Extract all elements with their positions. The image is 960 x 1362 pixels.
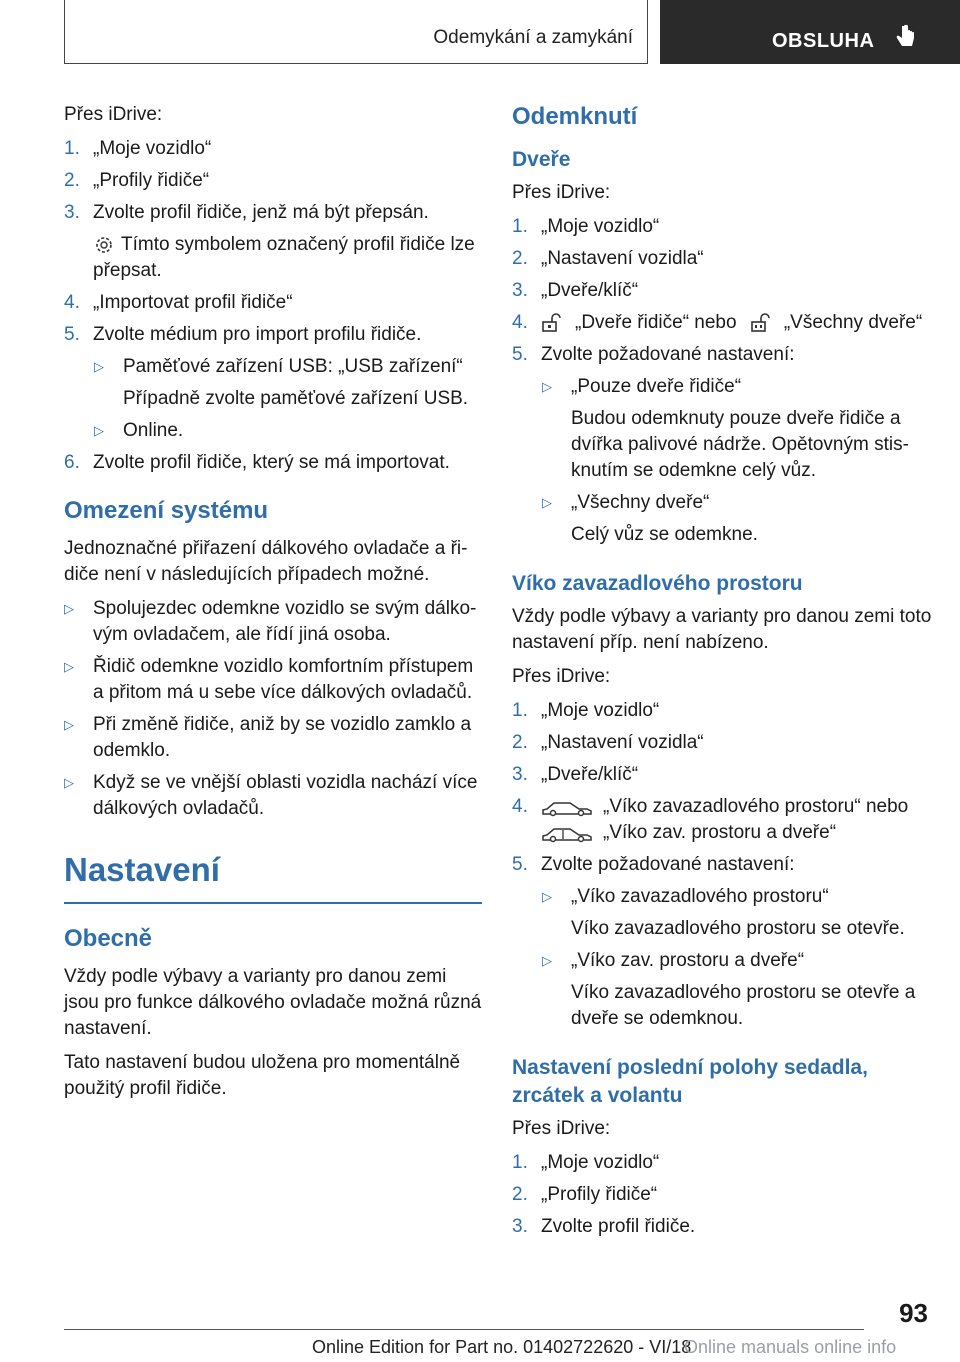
- page-header: [64, 0, 960, 66]
- triangle-bullet-icon: ▷: [64, 659, 74, 674]
- settings-heading: Nastavení: [64, 851, 220, 888]
- step-text: „Nastavení vozidla“: [541, 732, 704, 753]
- list-item: [512, 1182, 932, 1208]
- bullet-text: „Pouze dveře řidiče“: [571, 376, 742, 397]
- limits-text: Jednoznačné přiřazení dálkového ovladače a ři- diče není v následujících případech možné.: [64, 538, 468, 585]
- list-item: [64, 136, 482, 162]
- watermark: Online manuals online info: [684, 1337, 897, 1357]
- step-text: „Profily řidiče“: [541, 1184, 658, 1205]
- doors-option: [512, 490, 932, 516]
- doors-heading: Dveře: [512, 148, 571, 171]
- trunk-option: [512, 884, 932, 910]
- step-number: 6.: [64, 452, 80, 473]
- step-text: „Všechny dveře“: [783, 312, 923, 333]
- bullet-text: „Všechny dveře“: [571, 492, 710, 513]
- step-text: „Víko zavazadlového prostoru“ nebo: [603, 796, 909, 817]
- list-item: [512, 762, 932, 788]
- seat-heading: Nastavení poslední polohy sedadla, zrcátek a volantu: [512, 1056, 868, 1107]
- limits-bullet: [64, 770, 482, 822]
- triangle-bullet-icon: ▷: [542, 379, 552, 394]
- step-number: 1.: [64, 138, 80, 159]
- doors-option: [512, 374, 932, 400]
- step-text: „Moje vozidlo“: [541, 1152, 660, 1173]
- bullet-text: „Víko zavazadlového prostoru“: [571, 886, 829, 907]
- trunk-intro: Přes iDrive:: [512, 666, 611, 687]
- unlock-driver-door-icon: [541, 313, 567, 333]
- step-text: „Importovat profil řidiče“: [93, 292, 293, 313]
- step-text: Zvolte profil řidiče, jenž má být přepsán.: [93, 202, 429, 223]
- page-number: 93: [899, 1298, 928, 1328]
- right-column: [512, 102, 932, 1246]
- step-number: 1.: [512, 700, 528, 721]
- step-text: „Moje vozidlo“: [541, 216, 660, 237]
- bullet-text: Paměťové zařízení USB: „USB zařízení“: [123, 356, 463, 377]
- usb-bullet: [64, 354, 482, 380]
- bullet-text: Řidič odemkne vozidlo komfortním přístupem a přitom má u sebe více dálkových ovladačů.: [93, 656, 474, 703]
- bullet-text: Spolujezdec odemkne vozidlo se svým dálko- vým ovladačem, ale řídí jiná osoba.: [93, 598, 477, 645]
- list-item: [512, 246, 932, 272]
- general-paragraph-2: Tato nastavení budou uložena pro momentálně použitý profil řidiče.: [64, 1052, 461, 1099]
- list-item: [512, 1150, 932, 1176]
- step-number: 3.: [512, 764, 528, 785]
- trunk-text: Vždy podle výbavy a varianty pro danou zemi toto nastavení příp. není nabízeno.: [512, 606, 932, 653]
- list-item: [512, 342, 932, 368]
- heading-divider: [64, 902, 482, 904]
- general-heading: Obecně: [64, 925, 153, 952]
- list-item: [512, 214, 932, 240]
- gear-note-text: Tímto symbolem označený profil řidiče lze přepsat.: [93, 234, 475, 281]
- triangle-bullet-icon: ▷: [94, 359, 104, 374]
- step-number: 4.: [512, 796, 528, 817]
- trunk-heading: Víko zavazadlového prostoru: [512, 572, 803, 595]
- list-item: [512, 730, 932, 756]
- triangle-bullet-icon: ▷: [542, 889, 552, 904]
- limits-bullet: [64, 654, 482, 706]
- step-text: „Dveře/klíč“: [541, 280, 639, 301]
- gear-icon: [93, 234, 115, 256]
- list-item: [512, 698, 932, 724]
- step-number: 2.: [512, 732, 528, 753]
- online-bullet: [64, 418, 482, 444]
- header-chapter-label: OBSLUHA: [772, 30, 875, 52]
- bullet-text: „Víko zav. prostoru a dveře“: [571, 950, 805, 971]
- step-number: 2.: [512, 1184, 528, 1205]
- list-item: [64, 450, 482, 476]
- step-text: „Moje vozidlo“: [541, 700, 660, 721]
- triangle-bullet-icon: ▷: [94, 423, 104, 438]
- list-item: [64, 322, 482, 348]
- profile-steps: [64, 136, 482, 226]
- step-number: 4.: [64, 292, 80, 313]
- limits-bullet: [64, 712, 482, 764]
- header-section-title: Odemykání a zamykání: [433, 27, 633, 48]
- general-paragraph-1: Vždy podle výbavy a varianty pro danou zemi jsou pro funkce dálkového ovladače možná různá nastavení.: [64, 966, 482, 1039]
- step-number: 5.: [512, 854, 528, 875]
- import-steps: [64, 290, 482, 348]
- step-number: 4.: [512, 312, 528, 333]
- list-item: [64, 200, 482, 226]
- header-section-box: [64, 0, 648, 64]
- step-number: 2.: [512, 248, 528, 269]
- limits-heading: Omezení systému: [64, 497, 269, 524]
- limits-bullet: [64, 596, 482, 648]
- step-number: 5.: [512, 344, 528, 365]
- idrive-intro: Přes iDrive:: [64, 104, 163, 125]
- footer-divider: [64, 1329, 864, 1330]
- triangle-bullet-icon: ▷: [64, 717, 74, 732]
- left-column: [64, 102, 482, 1110]
- hand-pointer-icon: [894, 24, 918, 52]
- triangle-bullet-icon: ▷: [64, 775, 74, 790]
- bullet-text: Když se ve vnější oblasti vozidla nachází více dálkových ovladačů.: [93, 772, 478, 819]
- step-number: 3.: [64, 202, 80, 223]
- trunk-car-icon: [541, 797, 593, 817]
- list-item: [64, 290, 482, 316]
- list-item: [512, 1214, 932, 1240]
- step-text: Zvolte profil řidiče, který se má importovat.: [93, 452, 450, 473]
- step-text: „Moje vozidlo“: [93, 138, 212, 159]
- trunk-option-desc: Víko zavazadlového prostoru se otevře.: [571, 918, 905, 939]
- step-text: Zvolte médium pro import profilu řidiče.: [93, 324, 422, 345]
- triangle-bullet-icon: ▷: [542, 495, 552, 510]
- trunk-option: [512, 948, 932, 974]
- unlock-heading: Odemknutí: [512, 103, 638, 130]
- step-text: „Víko zav. prostoru a dveře“: [603, 822, 837, 843]
- step-text: Zvolte profil řidiče.: [541, 1216, 696, 1237]
- doors-steps: [512, 214, 932, 368]
- seat-steps: [512, 1150, 932, 1240]
- doors-option-desc: Budou odemknuty pouze dveře řidiče a dvířka palivové nádrže. Opětovným stis- knutím se odemkne celý vůz.: [571, 408, 909, 481]
- unlock-all-doors-icon: [750, 313, 776, 333]
- triangle-bullet-icon: ▷: [542, 953, 552, 968]
- step-text: Zvolte požadované nastavení:: [541, 344, 795, 365]
- list-item: [512, 794, 932, 846]
- step-number: 2.: [64, 170, 80, 191]
- triangle-bullet-icon: ▷: [64, 601, 74, 616]
- step-text: „Profily řidiče“: [93, 170, 210, 191]
- step-number: 1.: [512, 1152, 528, 1173]
- trunk-steps: [512, 698, 932, 878]
- step-text: „Dveře řidiče“ nebo: [575, 312, 737, 333]
- step-number: 1.: [512, 216, 528, 237]
- step-number: 3.: [512, 1216, 528, 1237]
- doors-option-desc: Celý vůz se odemkne.: [571, 524, 758, 545]
- header-chapter-tab: [660, 0, 960, 64]
- list-item: [512, 310, 932, 336]
- bullet-text: Při změně řidiče, aniž by se vozidlo zamklo a odemklo.: [93, 714, 472, 761]
- doors-intro: Přes iDrive:: [512, 182, 611, 203]
- step-text: „Nastavení vozidla“: [541, 248, 704, 269]
- list-item: [512, 278, 932, 304]
- step-text: „Dveře/klíč“: [541, 764, 639, 785]
- step-text: Zvolte požadované nastavení:: [541, 854, 795, 875]
- footer-edition: Online Edition for Part no. 01402722620 - VI/18: [312, 1337, 692, 1357]
- step-number: 3.: [512, 280, 528, 301]
- trunk-option-desc: Víko zavazadlového prostoru se otevře a dveře se odemknou.: [571, 982, 916, 1029]
- step-number: 5.: [64, 324, 80, 345]
- list-item: [512, 852, 932, 878]
- bullet-text: Online.: [123, 420, 184, 441]
- trunk-and-doors-car-icon: [541, 823, 593, 843]
- seat-intro: Přes iDrive:: [512, 1118, 611, 1139]
- list-item: [64, 168, 482, 194]
- gear-note: [64, 232, 482, 284]
- usb-sub-text: Případně zvolte paměťové zařízení USB.: [123, 388, 469, 409]
